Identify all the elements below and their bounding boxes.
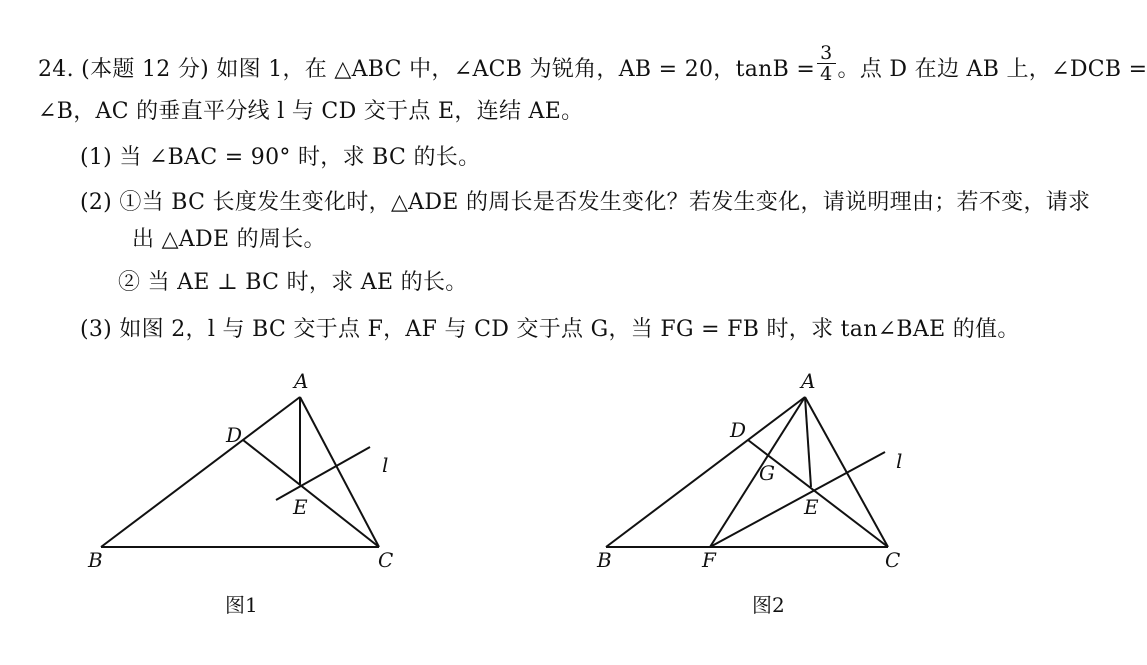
- figure-2-diagram: [585, 362, 925, 577]
- label-point-a: A: [294, 369, 309, 393]
- label-point-f: F: [702, 548, 716, 572]
- question-part-2-1-line-1: (2) ①当 BC 长度发生变化时，△ADE 的周长是否发生变化？若发生变化，请说明理由；若不变，请求: [80, 190, 1091, 215]
- fraction-numerator: 3: [817, 43, 835, 64]
- figure-2-caption: 图2: [752, 593, 785, 617]
- figure-1: [80, 362, 420, 581]
- segment-ae: [805, 397, 811, 487]
- label-point-e: E: [293, 495, 308, 519]
- problem-statement-line-1: [38, 41, 1147, 85]
- label-line-l: l: [896, 449, 903, 473]
- label-line-l: l: [382, 453, 389, 477]
- problem-intro-text: 24. (本题 12 分) 如图 1，在 △ABC 中，∠ACB 为锐角，AB = 20，tanB =: [38, 57, 816, 82]
- figure-1-caption: 图1: [225, 593, 258, 617]
- label-point-d: D: [226, 423, 243, 447]
- question-part-3: (3) 如图 2，l 与 BC 交于点 F，AF 与 CD 交于点 G，当 FG = FB 时，求 tan∠BAE 的值。: [80, 317, 1020, 342]
- figure-2: [585, 362, 925, 581]
- fraction-denominator: 4: [820, 62, 833, 85]
- label-point-e: E: [804, 495, 819, 519]
- label-point-b: B: [88, 548, 103, 572]
- segment-dc: [748, 440, 888, 547]
- bisector-line-l: [276, 447, 370, 500]
- question-part-1: (1) 当 ∠BAC = 90° 时，求 BC 的长。: [80, 145, 481, 170]
- segment-ab: [101, 397, 300, 547]
- question-part-2-2: ② 当 AE ⊥ BC 时，求 AE 的长。: [118, 270, 468, 295]
- bisector-line-l: [710, 452, 885, 547]
- label-point-d: D: [730, 418, 747, 442]
- question-part-2-1-line-2: 出 △ADE 的周长。: [132, 227, 326, 252]
- tan-fraction: [817, 43, 835, 84]
- label-point-a: A: [801, 369, 816, 393]
- problem-intro-continued: 。点 D 在边 AB 上，∠DCB =: [837, 57, 1147, 82]
- segment-ac: [300, 397, 379, 547]
- label-point-c: C: [885, 548, 901, 572]
- label-point-g: G: [759, 461, 775, 485]
- segment-dc: [243, 440, 379, 547]
- problem-statement-line-2: ∠B，AC 的垂直平分线 l 与 CD 交于点 E，连结 AE。: [38, 99, 584, 124]
- segment-ab: [606, 397, 805, 547]
- figure-1-diagram: [80, 362, 420, 577]
- label-point-b: B: [597, 548, 612, 572]
- label-point-c: C: [378, 548, 394, 572]
